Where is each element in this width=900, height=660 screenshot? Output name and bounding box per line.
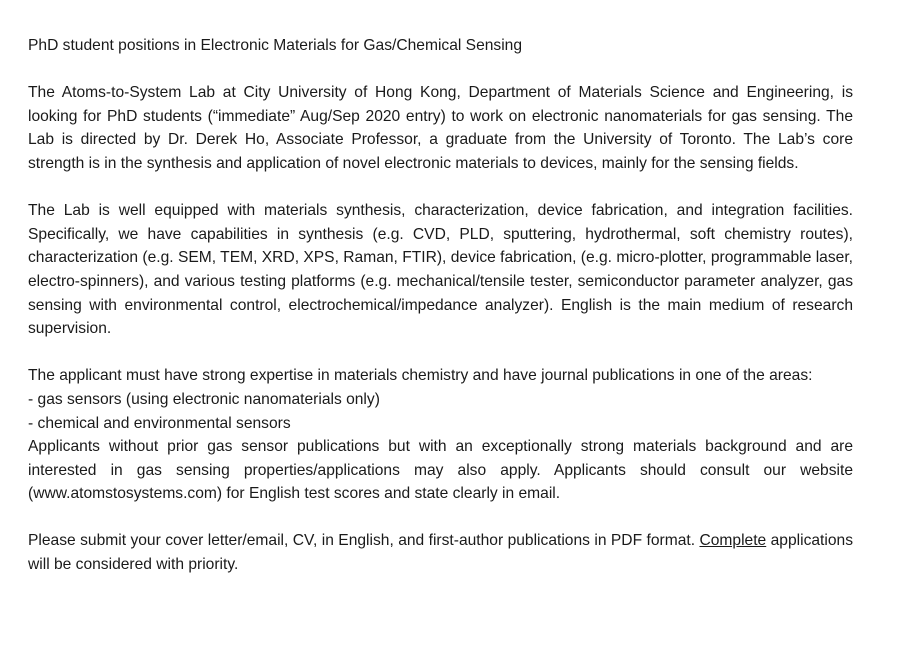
document-body [28,34,853,600]
submission-text: Please submit your cover letter/email, CV, in English, and first-author publications in PDF format. [28,532,696,550]
submission-paragraph [28,529,853,576]
complete-emphasis: Complete [699,532,767,550]
requirements-section [28,364,853,506]
paragraph-facilities: The Lab is well equipped with materials synthesis, characterization, device fabrication, and integration facilities. Specifically, we have capabilities in synthesis (e.g. CVD, PLD, sputtering, hydrothermal, soft chemistry routes), characterization (e.g. SEM, TEM, XRD, XPS, Raman, FTIR), device fabrication, (e.g. micro-plotter, programmable laser, electro-spinners), and various testing platforms (e.g. mechanical/tensile tester, semiconductor parameter analyzer, gas sensing with environmental control, electrochemical/impedance analyzer). English is the main medium of research supervision. [28,202,853,338]
requirements-intro: The applicant must have strong expertise in materials chemistry and have journal publications in one of the areas: [28,367,813,385]
requirements-note: Applicants without prior gas sensor publications but with an exceptionally strong materials background and are interested in gas sensing properties/applications may also apply. Applicants should consult our website (www.atomstosystems.com) for English test scores and state clearly in email. [28,438,853,503]
requirement-item: - chemical and environmental sensors [28,414,291,432]
requirement-item: - gas sensors (using electronic nanomaterials only) [28,390,380,408]
paragraph-lab-intro: The Atoms-to-System Lab at City University of Hong Kong, Department of Materials Science and Engineering, is looking for PhD students (“immediate” Aug/Sep 2020 entry) to work on electronic nanomaterials for gas sensing. The Lab is directed by Dr. Derek Ho, Associate Professor, a graduate from the University of Toronto. The Lab’s core strength is in the synthesis and application of novel electronic materials to devices, mainly for the sensing fields. [28,84,853,172]
submission-rest: applications will be considered with priority. [28,532,853,574]
page-title: PhD student positions in Electronic Materials for Gas/Chemical Sensing [28,37,523,54]
